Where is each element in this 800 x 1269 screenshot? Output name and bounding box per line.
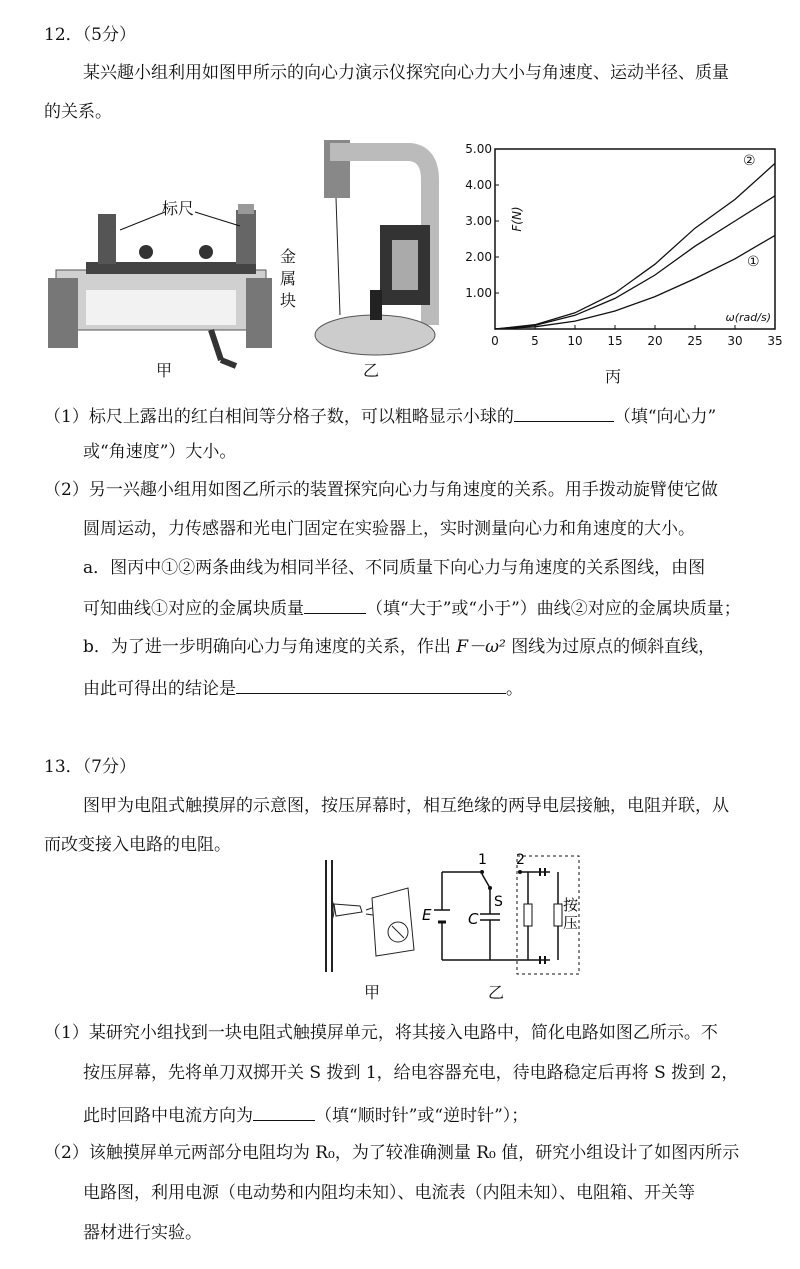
q12-pb-text: b．为了进一步明确向心力与角速度的关系，作出	[83, 637, 451, 657]
q12-p1-line1	[44, 404, 716, 428]
fig-yi-apparatus	[300, 140, 450, 360]
q12-pa-text: 可知曲线①对应的金属块质量	[83, 599, 304, 619]
chart-y-tick-label: 3.00	[465, 214, 492, 228]
circuit-label-c: C	[468, 910, 479, 928]
label-biaochi: 标尺	[162, 199, 195, 218]
answer-blank-3[interactable]	[236, 676, 506, 694]
chart-x-axis-label: ω(rad/s)	[725, 311, 771, 324]
chart-series-label-1: ①	[747, 254, 760, 270]
label-metal-char: 属	[280, 269, 297, 288]
q13-intro-2: 而改变接入电路的电阻。	[44, 835, 231, 855]
q13-p2-line3: 器材进行实验。	[83, 1223, 202, 1243]
q13-p1-hint: （填“顺时针”或“逆时针”）；	[315, 1106, 529, 1126]
chart-plot-frame	[495, 149, 775, 329]
fig-touch-caption: 甲	[364, 983, 381, 1002]
q13-p2-line2: 电路图，利用电源（电动势和内阻均未知）、电流表（内阻未知）、电阻箱、开关等	[83, 1183, 695, 1203]
q12-header: 12．（5分）	[44, 25, 136, 45]
answer-blank-4[interactable]	[253, 1103, 315, 1121]
chart-x-tick-label: 30	[727, 334, 743, 348]
chart-series-label-2: ②	[743, 153, 756, 170]
q12-pb-text2: 图线为过原点的倾斜直线，	[511, 637, 716, 657]
q13-p1-line1: （1）某研究小组找到一块电阻式触摸屏单元，将其接入电路中，简化电路如图乙所示。不	[44, 1023, 718, 1043]
q12-intro-2: 的关系。	[44, 102, 112, 122]
answer-blank-1[interactable]	[514, 404, 614, 422]
biaochi-pointer-lines	[110, 208, 250, 238]
circuit-label-press-1: 按	[563, 896, 579, 914]
q12-p2-line2: 圆周运动，力传感器和光电门固定在实验器上，实时测量向心力和角速度的大小。	[83, 519, 695, 539]
chart-y-tick-label: 4.00	[465, 178, 492, 192]
circuit-label-s: S	[494, 894, 503, 910]
q13-p2-line1: （2）该触摸屏单元两部分电阻均为 R₀，为了较准确测量 R₀ 值，研究小组设计了如图丙所示	[44, 1143, 740, 1163]
chart-x-tick-label: 20	[647, 334, 663, 348]
label-metal-block	[280, 246, 296, 312]
chart-x-tick-label: 15	[607, 334, 623, 348]
q12-p1-hint: （填“向心力”	[613, 407, 717, 427]
answer-blank-2[interactable]	[304, 596, 366, 614]
fig-touchscreen	[318, 860, 428, 980]
chart-x-tick-label: 35	[767, 334, 783, 348]
chart-y-tick-label: 2.00	[465, 250, 492, 264]
q12-pa-line1: a．图丙中①②两条曲线为相同半径、不同质量下向心力与角速度的关系图线，由图	[83, 558, 706, 578]
chart-x-tick-label: 10	[567, 334, 583, 348]
fig-bing-caption: 丙	[605, 367, 622, 386]
chart-x-tick-label: 5	[531, 334, 539, 348]
q13-intro-1: 图甲为电阻式触摸屏的示意图，按压屏幕时，相互绝缘的两导电层接触，电阻并联，从	[83, 796, 729, 816]
q13-header: 13．（7分）	[44, 757, 136, 777]
q13-p1-text: 此时回路中电流方向为	[83, 1106, 253, 1126]
circuit-label-2: 2	[516, 852, 525, 868]
chart-y-axis-label: F(N)	[510, 206, 524, 232]
fig-jia-caption: 甲	[156, 361, 173, 380]
circuit-label-e: E	[422, 906, 432, 924]
q12-pb-period: 。	[506, 679, 523, 699]
chart-x-tick-label: 25	[687, 334, 703, 348]
q12-p2-line1: （2）另一兴趣小组用如图乙所示的装置探究向心力与角速度的关系。用手拨动旋臂使它做	[44, 480, 718, 500]
q12-pb-line2	[83, 676, 523, 700]
fig-circuit	[420, 848, 590, 976]
q12-p1-line2: 或“角速度”）大小。	[83, 442, 237, 462]
q13-p1-line2: 按压屏幕，先将单刀双掷开关 S 拨到 1，给电容器充电，待电路稳定后再将 S 拨到 2，	[83, 1063, 739, 1083]
fig-circuit-caption: 乙	[488, 983, 505, 1002]
circuit-label-1: 1	[478, 852, 487, 868]
q12-pb-line1	[83, 636, 715, 658]
chart-x-tick-label: 0	[491, 334, 499, 348]
q12-intro-1: 某兴趣小组利用如图甲所示的向心力演示仪探究向心力大小与角速度、运动半径、质量	[83, 63, 729, 83]
q12-pa-line2	[83, 596, 741, 620]
label-metal-char: 金	[280, 247, 297, 266]
label-metal-char: 块	[280, 291, 297, 310]
q12-pb-conclusion-label: 由此可得出的结论是	[83, 679, 236, 699]
q12-pa-hint: （填“大于”或“小于”）曲线②对应的金属块质量；	[366, 599, 741, 619]
chart-y-tick-label: 5.00	[465, 143, 492, 156]
fig-bing-chart	[463, 143, 785, 353]
q13-p1-line3	[83, 1103, 528, 1127]
chart-y-tick-label: 1.00	[465, 286, 492, 300]
circuit-label-press-2: 压	[563, 914, 579, 932]
fig-yi-caption: 乙	[363, 361, 380, 380]
q12-pb-formula: F－ω²	[456, 637, 506, 657]
q12-p1-text: （1）标尺上露出的红白相间等分格子数，可以粗略显示小球的	[44, 407, 514, 427]
